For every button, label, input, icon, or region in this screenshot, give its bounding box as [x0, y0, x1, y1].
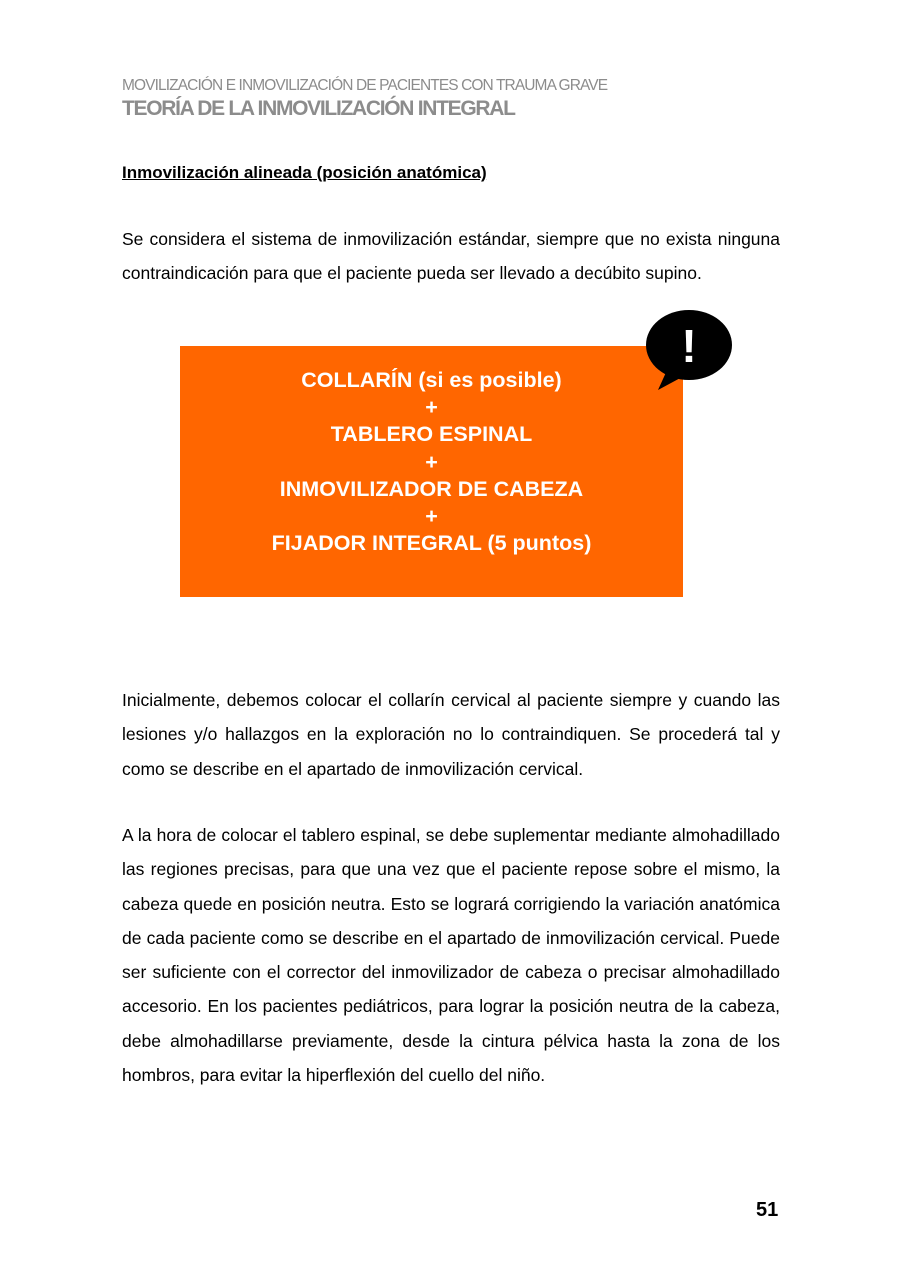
section-heading: Inmovilización alineada (posición anatómica) — [122, 163, 487, 182]
callout-line-spinal-board: TABLERO ESPINAL — [330, 422, 533, 447]
immobilization-callout-box — [180, 346, 683, 597]
callout-line-integral-fixer: FIJADOR INTEGRAL (5 puntos) — [271, 531, 592, 556]
page-number: 51 — [756, 1199, 779, 1221]
alert-symbol: ! — [681, 320, 697, 372]
callout-plus-3: + — [425, 504, 438, 529]
callout-plus-1: + — [425, 395, 438, 420]
exclamation-speech-bubble-icon — [644, 308, 734, 392]
callout-line-head-immobilizer: INMOVILIZADOR DE CABEZA — [279, 476, 584, 501]
callout-line-collar: COLLARÍN (si es posible) — [301, 368, 562, 392]
callout-plus-2: + — [425, 449, 438, 474]
document-subtitle: MOVILIZACIÓN E INMOVILIZACIÓN DE PACIENTES CON TRAUMA GRAVE — [122, 77, 608, 94]
document-title: TEORÍA DE LA INMOVILIZACIÓN INTEGRAL — [122, 97, 515, 120]
paragraph-intro: Se considera el sistema de inmovilización estándar, siempre que no exista ninguna contraindicación para que el paciente pueda ser llevado a decúbito supino. — [122, 229, 780, 284]
paragraph-spinal-board: A la hora de colocar el tablero espinal, se debe suplementar mediante almohadillado las regiones precisas, para que una vez que el paciente repose sobre el mismo, la cabeza quede en posición neutra. Esto se logrará corrigiendo la variación anatómica de cada paciente como se describe en el apartado de inmovilización cervical. Puede ser suficiente con el corrector del inmovilizador de cabeza o precisar almohadillado accesorio. En los pacientes pediátricos, para lograr la posición neutra de la cabeza, debe almohadillarse previamente, desde la cintura pélvica hasta la zona de los hombros, para evitar la hiperflexión del cuello del niño. — [122, 825, 780, 1086]
paragraph-collar: Inicialmente, debemos colocar el collarín cervical al paciente siempre y cuando las lesiones y/o hallazgos en la exploración no lo contraindiquen. Se procederá tal y como se describe en el apartado de inmovilización cervical. — [122, 690, 780, 779]
